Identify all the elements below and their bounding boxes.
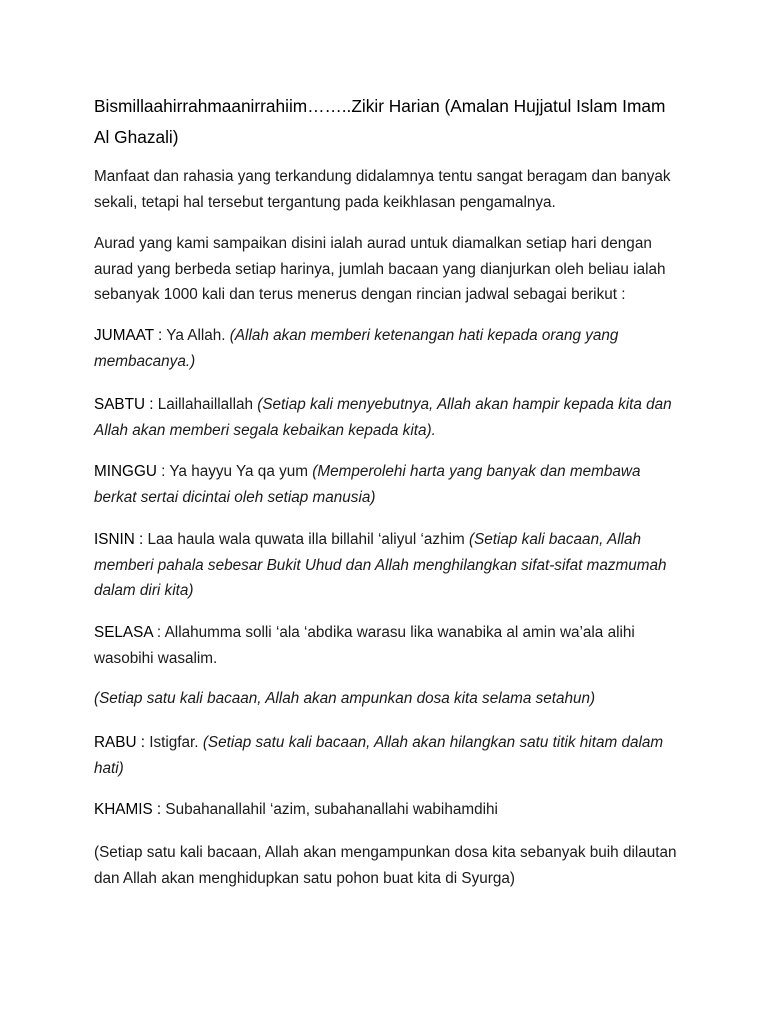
note-sabtu: (Setiap kali menyebutnya, Allah akan hampir kepada kita dan Allah akan memberi segala kebaikan kepada kita). — [94, 396, 672, 439]
note-selasa: (Setiap satu kali bacaan, Allah akan ampunkan dosa kita selama setahun) — [94, 690, 596, 707]
entry-selasa — [94, 620, 684, 671]
day-label-sabtu: SABTU : — [94, 396, 154, 413]
entry-isnin — [94, 527, 684, 604]
dhikr-minggu: : Ya hayyu Ya qa yum — [156, 463, 313, 480]
entry-minggu — [94, 459, 684, 510]
entry-jumaat — [94, 323, 684, 374]
day-label-jumaat: JUMAAT : — [94, 327, 163, 344]
day-label-selasa: SELASA — [94, 624, 153, 641]
dhikr-jumaat: Ya Allah. — [162, 327, 230, 344]
day-label-khamis: KHAMIS : — [94, 801, 162, 818]
day-label-rabu: RABU : — [94, 734, 145, 751]
intro-paragraph-1: Manfaat dan rahasia yang terkandung didalamnya tentu sangat beragam dan banyak sekali, tetapi hal tersebut tergantung pada keikhlasan pengamalnya. — [94, 168, 671, 211]
dhikr-selasa: : Allahumma solli ‘ala ‘abdika warasu lika wanabika al amin wa’ala alihi wasobihi wasalim. — [94, 624, 635, 667]
day-label-minggu: MINGGU — [94, 463, 157, 480]
dhikr-sabtu: Laillahaillallah — [153, 396, 258, 413]
day-label-isnin: ISNIN : — [94, 531, 144, 548]
dhikr-khamis: Subahanallahil ‘azim, subahanallahi wabihamdihi — [161, 801, 498, 818]
note-jumaat: (Allah akan memberi ketenangan hati kepada orang yang membacanya.) — [94, 327, 619, 370]
note-isnin: (Setiap kali bacaan, Allah memberi pahala sebesar Bukit Uhud dan Allah menghilangkan sifat-sifat mazmumah dalam diri kita) — [94, 531, 667, 599]
entry-rabu — [94, 730, 684, 781]
entry-khamis — [94, 797, 684, 823]
entry-sabtu — [94, 392, 684, 443]
dhikr-rabu: Istigfar. — [145, 734, 203, 751]
dhikr-isnin: Laa haula wala quwata illa billahil ‘aliyul ‘azhim — [143, 531, 469, 548]
intro-paragraph-2: Aurad yang kami sampaikan disini ialah aurad untuk diamalkan setiap hari dengan aurad yang berbeda setiap harinya, jumlah bacaan yang dianjurkan oleh beliau ialah sebanyak 1000 kali dan terus menerus dengan rincian jadwal sebagai berikut : — [94, 235, 666, 303]
document-title: Bismillaahirrahmaanirrahiim……..Zikir Harian (Amalan Hujjatul Islam Imam Al Ghazali) — [94, 96, 666, 147]
note-minggu: (Memperolehi harta yang banyak dan membawa berkat sertai dicintai oleh setiap manusia) — [94, 463, 641, 506]
note-khamis: (Setiap satu kali bacaan, Allah akan mengampunkan dosa kita sebanyak buih dilautan dan Allah akan menghidupkan satu pohon buat kita di Syurga) — [94, 844, 677, 887]
note-rabu: (Setiap satu kali bacaan, Allah akan hilangkan satu titik hitam dalam hati) — [94, 734, 664, 777]
